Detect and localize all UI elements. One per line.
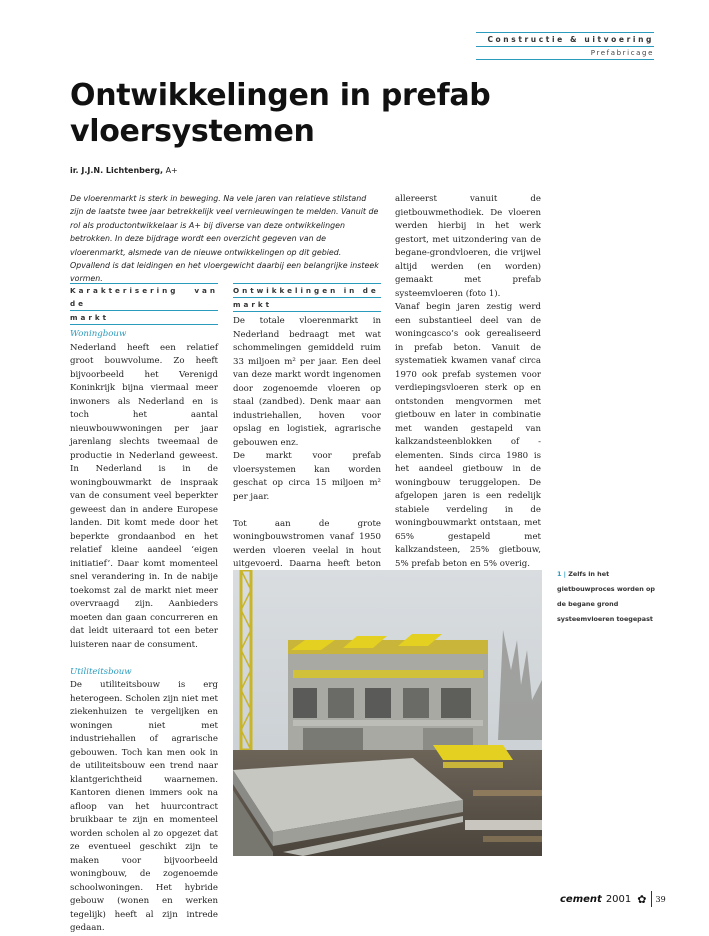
section-heading: [233, 283, 381, 312]
section-heading: [70, 283, 218, 325]
paragraph: Tot aan de grote woningbouwstromen vanaf 1950 werden vloeren veelal in hout uitgevoerd. Daarna heeft beton: [233, 518, 381, 569]
author-name: ir. J.J.N. Lichtenberg,: [70, 166, 164, 175]
column-2: [233, 283, 381, 585]
section-heading-line: markt: [233, 297, 381, 311]
page-number: 39: [655, 894, 666, 904]
running-header: [476, 32, 654, 60]
column-1: [70, 283, 218, 936]
construction-photo: [233, 570, 542, 856]
magazine-year: 2001: [605, 893, 632, 905]
footer-divider: [651, 891, 652, 907]
paragraph: De markt voor prefab vloersystemen kan worden geschat op circa 15 miljoen m² per jaar.: [233, 451, 381, 502]
header-rule: [476, 59, 654, 60]
caption-number: 1 |: [557, 570, 567, 578]
paragraph: Nederland heeft een relatief groot bouwvolume. Zo heeft bijvoorbeeld het Verenigd Koninkrijk bijna viermaal meer inwoners als Nederland en is toch het aantal nieuwbouwwoningen per jaar jarenlang slechts tweemaal de productie in Nederland geweest. In Nederland is in de woningbouwmarkt de inspraak van de consument veel beperkter geweest dan in andere Europese landen. Dit komt mede door het beperkte grondaanbod en het relatief kleine aandeel ‘eigen initiatief’. Daar komt momenteel snel verandering in. In de nabije toekomst zal de markt niet meer overvraagd zijn. Aanbieders moeten dan gaan concurreren en dat leidt uiteraard tot een beter luisteren naar de consument.: [70, 342, 218, 650]
flower-icon: ✿: [637, 892, 647, 906]
page-footer: [560, 891, 666, 907]
magazine-name: cement: [560, 893, 602, 905]
author-line: [70, 166, 178, 175]
photo-caption: [557, 567, 657, 627]
column-3: [395, 193, 541, 598]
paragraph: allereerst vanuit de gietbouwmethodiek. De vloeren werden hierbij in het werk gestort, met uitzondering van de begane-grondvloeren, die vrijwel altijd werden (en worden) gemaakt met prefab systeemvloeren (foto 1).: [395, 194, 541, 299]
subheading-utiliteitsbouw: Utiliteitsbouw: [70, 666, 132, 677]
header-subsection: Prefabricage: [590, 49, 654, 57]
caption-text: Zelfs in het gietbouwproces worden op de begane grond systeemvloeren toegepast: [557, 570, 655, 623]
paragraph: De totale vloerenmarkt in Nederland bedraagt met wat schommelingen gemiddeld ruim 33 miljoen m² per jaar. Een deel van deze markt wordt ingenomen door zogenoemde vloeren op staal (zandbed). Denk maar aan industriehallen, hoven voor opslag en logistiek, agrarische gebouwen enz.: [233, 316, 381, 448]
header-section: Constructie & uitvoering: [487, 35, 654, 44]
section-heading-line: Ontwikkelingen in de: [233, 286, 379, 295]
section-heading-line: Karakterisering van de: [70, 286, 218, 308]
paragraph: Vanaf begin jaren zestig werd een substantieel deel van de woningcasco’s ook gerealiseerd in prefab beton. Vanuit de systematiek kwamen vanaf circa 1970 ook prefab systemen voor verdiepingsvloeren sterk op en ontstonden mengvormen met gietbouw en later in combinatie met wanden gestapeld van kalkzandsteenblokken of -elementen. Sinds circa 1980 is het aandeel gietbouw in de woningbouw teruggelopen. De afgelopen jaren is een redelijk stabiele verdeling in de woningbouwmarkt ontstaan, met 65% gestapeld met kalkzandsteen, 25% gietbouw, 5% prefab beton en 5% overig.: [395, 302, 541, 569]
paragraph: De utiliteitsbouw is erg heterogeen. Scholen zijn niet met ziekenhuizen te vergelijken en woningen niet met industriehallen of agrarische gebouwen. Toch kan men ook in de utiliteitsbouw een trend naar klantgerichtheid waarnemen. Kantoren dienen immers ook na afloop van het huurcontract bruikbaar te zijn en momenteel worden scholen al zo opgezet dat ze eventueel geschikt zijn te maken voor bijvoorbeeld woningbouw, de zogenoemde schoolwoningen. Het hybride gebouw (wonen en werken tegelijk) heeft al zijn intrede gedaan.: [70, 680, 218, 933]
intro-lead: De vloerenmarkt is sterk in beweging. Na vele jaren van relatieve stilstand zijn de laatste twee jaar betrekkelijk veel vernieuwingen te melden. Vanuit de rol als productontwikkelaar is A+ bij diverse van deze ontwikkelingen betrokken. In deze bijdrage wordt een overzicht gegeven van de vloerenmarkt, alsmede van de nieuwe ontwikkelingen op dit gebied. Opvallend is dat leidingen en het vloergewicht daarbij een belangrijke insteek vormen.: [70, 194, 379, 284]
author-affiliation: A+: [165, 166, 178, 175]
section-heading-line: markt: [70, 310, 218, 324]
article-title: Ontwikkelingen in prefab vloersystemen: [70, 78, 491, 149]
subheading-woningbouw: Woningbouw: [70, 329, 127, 339]
